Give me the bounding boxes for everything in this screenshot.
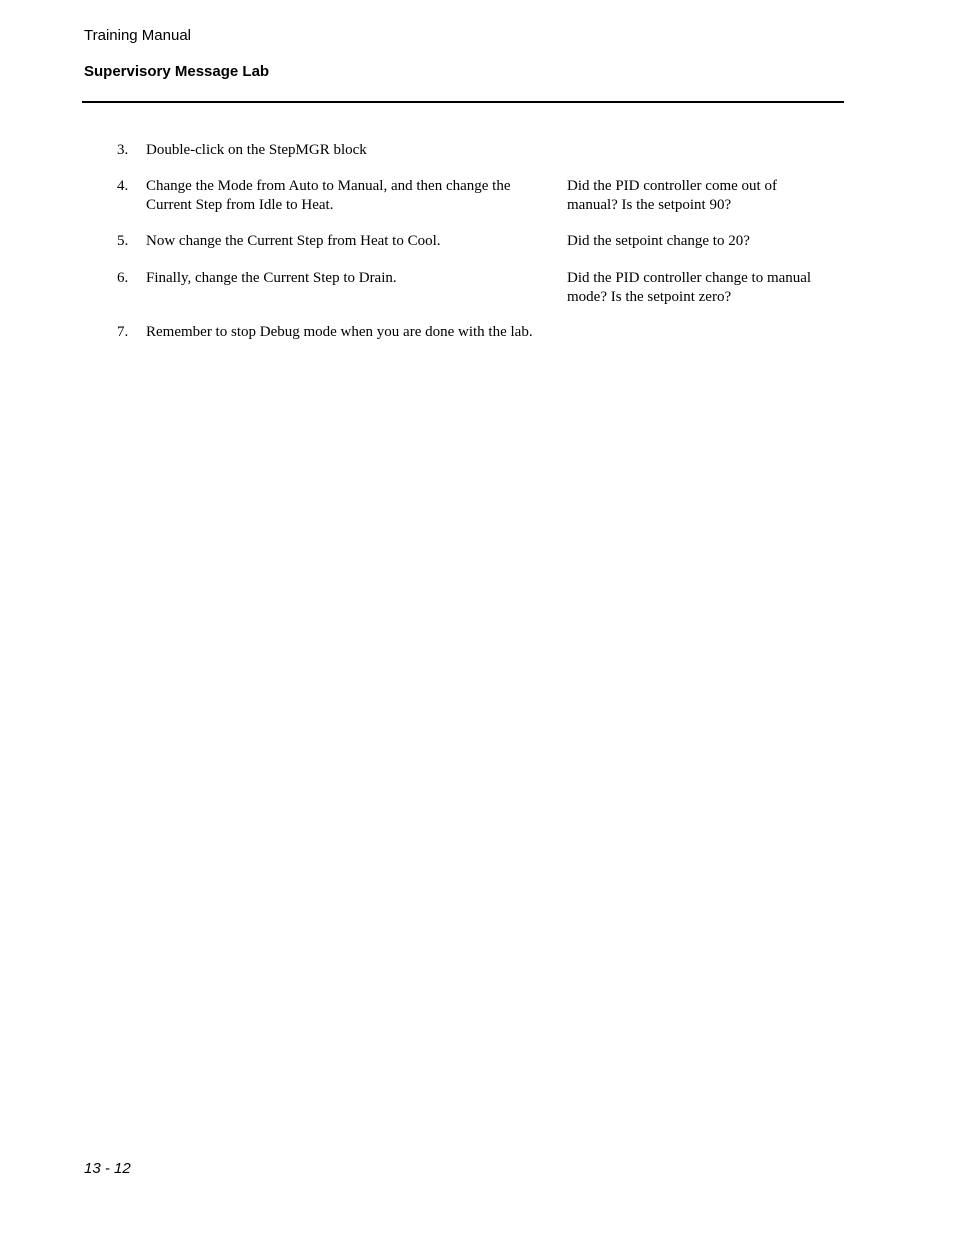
step-number: 3.	[117, 142, 129, 158]
instruction-line: Current Step from Idle to Heat.	[146, 197, 334, 213]
document-title: Training Manual	[84, 27, 191, 44]
step-number: 4.	[117, 178, 129, 194]
step-number: 5.	[117, 233, 129, 249]
step-instruction: Now change the Current Step from Heat to Cool.	[146, 233, 441, 249]
note-line: Did the PID controller come out of	[567, 178, 777, 194]
step-number: 6.	[117, 270, 129, 286]
step-instruction: Finally, change the Current Step to Drain.	[146, 270, 397, 286]
note-line: manual? Is the setpoint 90?	[567, 197, 732, 213]
step-number: 7.	[117, 324, 129, 340]
step-instruction	[146, 177, 546, 215]
step-check-question: Did the setpoint change to 20?	[567, 233, 750, 249]
step-instruction: Double-click on the StepMGR block	[146, 142, 367, 158]
header-divider	[82, 101, 844, 103]
step-check-question	[567, 177, 837, 215]
page-number: 13 - 12	[84, 1160, 131, 1177]
step-check-question	[567, 269, 837, 307]
instruction-line: Change the Mode from Auto to Manual, and then change the	[146, 178, 511, 194]
section-title: Supervisory Message Lab	[84, 63, 270, 80]
note-line: Did the PID controller change to manual	[567, 270, 812, 286]
step-instruction: Remember to stop Debug mode when you are done with the lab.	[146, 324, 533, 340]
note-line: mode? Is the setpoint zero?	[567, 289, 732, 305]
